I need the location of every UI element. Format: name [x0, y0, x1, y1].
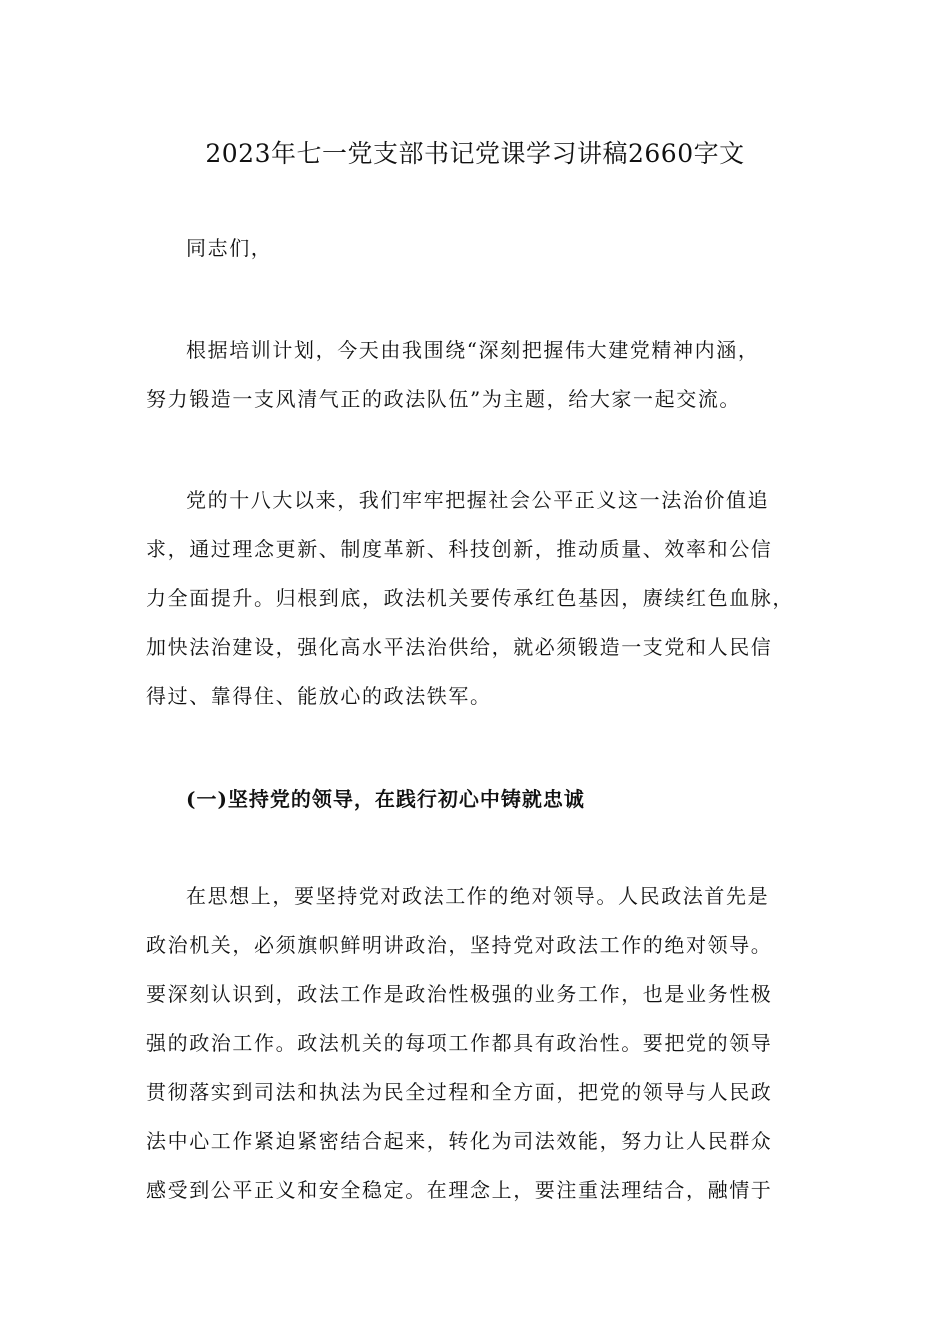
paragraph-line: 强的政治工作。政法机关的每项工作都具有政治性。要把党的领导 [146, 1031, 773, 1055]
paragraph-line: 法中心工作紧迫紧密结合起来，转化为司法效能，努力让人民群众 [146, 1129, 773, 1153]
paragraph-line: 努力锻造一支风清气正的政法队伍”为主题，给大家一起交流。 [146, 387, 742, 411]
paragraph-line: 力全面提升。归根到底，政法机关要传承红色基因，赓续红色血脉， [146, 586, 794, 610]
paragraph-line: 加快法治建设，强化高水平法治供给，就必须锻造一支党和人民信 [146, 635, 773, 659]
section1-paragraph [146, 872, 806, 1215]
greeting-line: 同志们， [186, 236, 273, 260]
paragraph-line: 求，通过理念更新、制度革新、科技创新，推动质量、效率和公信 [146, 537, 773, 561]
paragraph-line: 党的十八大以来，我们牢牢把握社会公平正义这一法治价值追 [186, 488, 770, 512]
paragraph-line: 政治机关，必须旗帜鲜明讲政治，坚持党对政法工作的绝对领导。 [146, 933, 773, 957]
paragraph-line: 贯彻落实到司法和执法为民全过程和全方面，把党的领导与人民政 [146, 1080, 773, 1104]
paragraph-line: 根据培训计划，今天由我围绕“深刻把握伟大建党精神内涵， [186, 338, 760, 362]
document-title: 2023年七一党支部书记党课学习讲稿2660字文 [205, 139, 745, 168]
paragraph-line: 感受到公平正义和安全稳定。在理念上，要注重法理结合，融情于 [146, 1178, 773, 1202]
background-paragraph [146, 476, 806, 721]
section-heading: (一)坚持党的领导，在践行初心中铸就忠诚 [186, 787, 585, 811]
greeting-paragraph [146, 224, 806, 273]
paragraph-line: 要深刻认识到，政法工作是政治性极强的业务工作，也是业务性极 [146, 982, 773, 1006]
paragraph-line: 在思想上，要坚持党对政法工作的绝对领导。人民政法首先是 [186, 884, 770, 908]
paragraph-line: 得过、靠得住、能放心的政法铁军。 [146, 684, 492, 708]
intro-paragraph [146, 326, 806, 424]
